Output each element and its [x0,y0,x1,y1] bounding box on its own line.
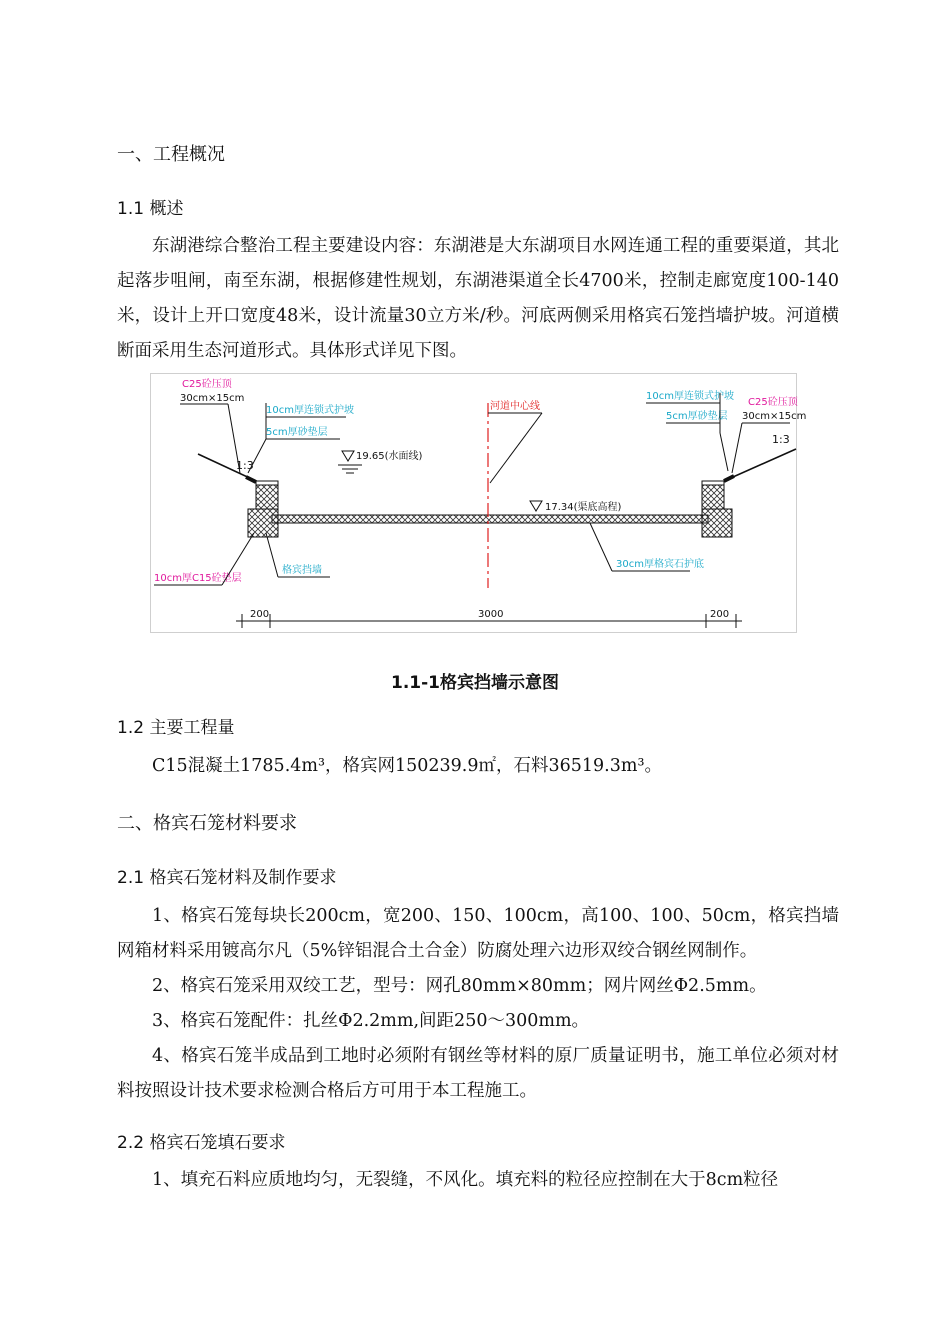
left-slope-protection-label: 10cm厚连锁式护坡 [266,405,354,416]
bed-level-symbol [530,501,542,511]
list-item: 4、格宾石笼半成品到工地时必须附有钢丝等材料的原厂质量证明书，施工单位必须对材料按照设计技术要求检测合格后方可用于本工程施工。 [117,1046,839,1101]
section-1-title: 一、工程概况 [117,144,225,165]
dimension-left: 200 [250,609,270,620]
right-slope-ratio: 1:3 [772,433,790,446]
gabion-wall-diagram [150,373,807,633]
list-item: 2、格宾石笼采用双绞工艺，型号：网孔80mm×80mm；网片网丝Φ2.5mm。 [152,976,767,996]
bed-protection-label: 30cm厚格宾石护底 [616,559,704,570]
bed-level-label: 17.34(渠底高程) [545,502,622,513]
channel-bed [272,515,708,523]
figure-caption: 1.1-1格宾挡墙示意图 [391,673,559,693]
list-item: 1、填充石料应质地均匀，无裂缝，不风化。填充料的粒径应控制在大于8cm粒径 [152,1170,779,1190]
water-level-label: 19.65(水面线) [356,451,423,462]
base-layer-label: 10cm厚C15砼垫层 [154,573,242,584]
section-2-2-list [117,1163,839,1198]
overview-text: 东湖港综合整治工程主要建设内容：东湖港是大东湖项目水网连通工程的重要渠道，其北起落步咀闸，南至东湖，根据修建性规划，东湖港渠道全长4700米，控制走廊宽度100-140米，设计上开口宽度48米，设计流量30立方米/秒。河底两侧采用格宾石笼挡墙护坡。河道横断面采用生态河道形式。具体形式详见下图。 [117,236,839,361]
quantities-text: C15混凝土1785.4m³，格宾网150239.9㎡，石料36519.3m³。 [152,756,662,776]
section-1-2-title: 1.2 主要工程量 [117,718,235,738]
section-1-2-paragraph [117,749,839,784]
left-gabion-wall [248,481,278,537]
right-slope-protection-label: 10cm厚连锁式护坡 [646,391,734,402]
section-1-1-paragraph [117,229,839,369]
center-line-label: 河道中心线 [490,401,540,412]
section-2-title: 二、格宾石笼材料要求 [117,813,297,834]
right-slope [724,449,796,481]
section-1-1-title: 1.1 概述 [117,199,184,219]
right-sand-layer-label: 5cm厚砂垫层 [666,411,728,422]
right-gabion-wall [702,481,732,537]
gabion-wall-label: 格宾挡墙 [282,565,322,576]
left-cap-size-label: 30cm×15cm [180,393,245,404]
left-slope-ratio: 1:3 [236,459,254,472]
right-cap-label: C25砼压顶 [748,397,798,408]
section-2-2-title: 2.2 格宾石笼填石要求 [117,1133,286,1153]
left-cap-block [246,477,256,482]
left-sand-layer-label: 5cm厚砂垫层 [266,427,328,438]
dimension-middle: 3000 [478,609,504,620]
section-2-1-title: 2.1 格宾石笼材料及制作要求 [117,868,337,888]
left-cap-label: C25砼压顶 [182,379,232,390]
list-item: 3、格宾石笼配件：扎丝Φ2.2mm,间距250～300mm。 [152,1011,590,1031]
list-item: 1、格宾石笼每块长200cm，宽200、150、100cm，高100、100、50cm，格宾挡墙网箱材料采用镀高尔凡（5%锌铝混合土合金）防腐处理六边形双绞合钢丝网制作。 [117,906,839,961]
section-2-1-list [117,899,839,1109]
right-cap-block [724,476,734,481]
dimension-right: 200 [710,609,730,620]
right-cap-size-label: 30cm×15cm [742,411,807,422]
